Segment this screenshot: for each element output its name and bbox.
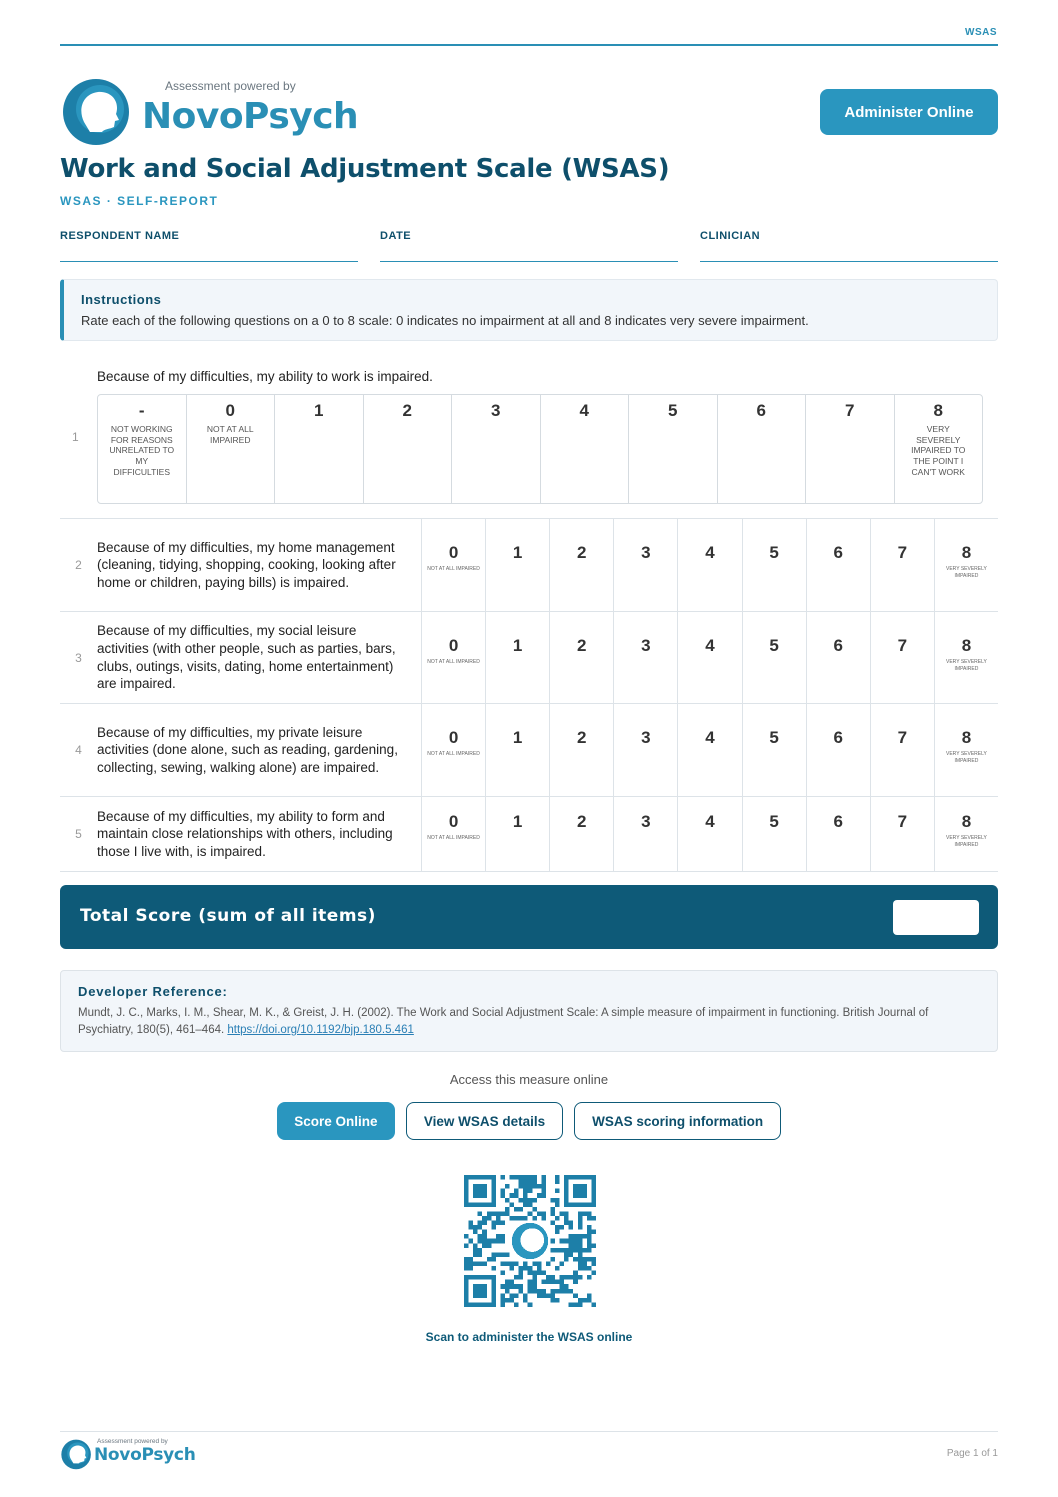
option-value: 5 <box>769 812 779 831</box>
header-rule <box>60 44 998 46</box>
item-question-text: Because of my difficulties, my home management (cleaning, tidying, shopping, cooking, looking after home or children, paying bills) is impaired. <box>97 539 396 590</box>
instructions-heading: Instructions <box>81 292 162 307</box>
option-value: 1 <box>314 401 324 420</box>
item-1-option[interactable] <box>187 395 276 503</box>
option-value: 1 <box>512 543 523 562</box>
item-1-option[interactable] <box>806 395 895 503</box>
option-anchor: VERY SEVERELY IMPAIRED TO THE POINT I CAN'T WORK <box>911 424 966 477</box>
footer-powered-text: Assessment powered by <box>97 1438 168 1445</box>
option-anchor: NOT WORKING FOR REASONS UNRELATED TO MY DIFFICULTIES <box>109 424 175 477</box>
instructions-text: Rate each of the following questions on a 0 to 8 scale: 0 indicates no impairment at all and 8 indicates very severe impairment. <box>81 313 809 328</box>
option-value: 4 <box>705 728 715 747</box>
date-label: DATE <box>380 230 412 242</box>
item-1-option[interactable] <box>452 395 541 503</box>
rating-option[interactable] <box>870 797 934 871</box>
option-value: 5 <box>769 636 779 655</box>
option-value: 3 <box>491 401 501 420</box>
page-subtitle: WSAS · SELF-REPORT <box>60 194 219 208</box>
option-value: 6 <box>833 728 843 747</box>
option-anchor: VERY SEVERELY IMPAIRED <box>946 659 987 672</box>
footer-head-logo-icon <box>60 1437 94 1471</box>
rating-option[interactable] <box>613 704 677 796</box>
respondent-name-field[interactable] <box>60 226 358 262</box>
clinician-label: CLINICIAN <box>700 230 761 242</box>
option-value: 0 <box>448 636 459 655</box>
rating-option[interactable] <box>870 519 934 611</box>
rating-option[interactable] <box>934 612 998 703</box>
reference-heading: Developer Reference: <box>78 984 228 999</box>
option-value: 3 <box>641 728 651 747</box>
option-value: 2 <box>577 812 587 831</box>
item-1-number: 1 <box>72 430 79 444</box>
rating-option[interactable] <box>421 519 485 611</box>
option-value: 4 <box>705 812 715 831</box>
rating-option[interactable] <box>421 797 485 871</box>
item-1-option[interactable] <box>629 395 718 503</box>
total-score-bar <box>60 885 998 949</box>
item-number: 5 <box>75 827 82 841</box>
option-value: 6 <box>833 636 843 655</box>
page-number: Page 1 of 1 <box>946 1448 998 1459</box>
option-value: 0 <box>225 401 235 420</box>
rating-option[interactable] <box>485 519 549 611</box>
rating-option[interactable] <box>485 612 549 703</box>
option-value: 6 <box>833 543 843 562</box>
option-value: 7 <box>845 401 855 420</box>
rating-option[interactable] <box>677 519 741 611</box>
option-value: 6 <box>833 812 843 831</box>
option-value: 7 <box>897 728 908 747</box>
access-buttons <box>0 1102 1058 1140</box>
view-details-button[interactable]: View WSAS details <box>406 1102 563 1140</box>
administer-online-button[interactable]: Administer Online <box>820 89 998 135</box>
option-value: 4 <box>705 636 715 655</box>
rating-option[interactable] <box>870 704 934 796</box>
item-1-option[interactable] <box>718 395 807 503</box>
footer-brand-text: NovoPsych <box>94 1445 196 1465</box>
option-anchor: VERY SEVERELY IMPAIRED <box>946 835 987 848</box>
option-anchor: VERY SEVERELY IMPAIRED <box>946 751 987 764</box>
option-anchor: NOT AT ALL IMPAIRED <box>427 751 480 757</box>
item-1-option[interactable] <box>275 395 364 503</box>
rating-option[interactable] <box>549 704 613 796</box>
item-question-text: Because of my difficulties, my ability to form and maintain close relationships with others, including those I live with, is impaired. <box>97 808 393 859</box>
rating-option[interactable] <box>742 519 806 611</box>
access-heading: Access this measure online <box>449 1072 609 1087</box>
reference-text <box>78 1005 980 1038</box>
rating-option[interactable] <box>677 704 741 796</box>
option-value: 8 <box>961 728 972 747</box>
item-question-text: Because of my difficulties, my private leisure activities (done alone, such as reading, gardening, collecting, sewing, walking alone) are impaired. <box>97 724 398 775</box>
option-value: 2 <box>402 401 412 420</box>
item-question <box>97 519 421 611</box>
option-value: 3 <box>641 636 651 655</box>
item-question-text: Because of my difficulties, my social leisure activities (with other people, such as parties, bars, clubs, outings, visits, dating, home entertainment) are impaired. <box>97 623 396 692</box>
rating-option[interactable] <box>806 704 870 796</box>
logo-brand-text: NovoPsych <box>142 96 359 137</box>
item-row <box>60 518 998 611</box>
rating-option[interactable] <box>549 612 613 703</box>
item-1-option[interactable] <box>364 395 453 503</box>
page-title: Work and Social Adjustment Scale (WSAS) <box>60 154 670 184</box>
header-code: WSAS <box>965 27 997 38</box>
option-value: 3 <box>641 812 651 831</box>
qr-code-icon[interactable] <box>464 1175 596 1307</box>
total-score-input[interactable] <box>893 900 979 935</box>
rating-option[interactable] <box>742 797 806 871</box>
date-field[interactable] <box>380 226 678 262</box>
item-row <box>60 611 998 703</box>
option-value: 8 <box>961 812 972 831</box>
score-online-button[interactable]: Score Online <box>277 1102 395 1140</box>
option-value: 1 <box>512 812 523 831</box>
item-1-option[interactable] <box>98 395 187 503</box>
option-value: 7 <box>897 636 908 655</box>
reference-doi-link[interactable]: https://doi.org/10.1192/bjp.180.5.461 <box>227 1023 414 1036</box>
item-question <box>97 797 421 871</box>
rating-option[interactable] <box>870 612 934 703</box>
option-anchor: NOT AT ALL IMPAIRED <box>427 835 480 841</box>
respondent-name-label: RESPONDENT NAME <box>60 230 180 242</box>
rating-option[interactable] <box>613 612 677 703</box>
rating-option[interactable] <box>485 797 549 871</box>
developer-reference-box <box>60 970 998 1052</box>
option-anchor: NOT AT ALL IMPAIRED <box>427 566 480 572</box>
total-score-label: Total Score (sum of all items) <box>80 906 376 926</box>
option-value: 3 <box>641 543 651 562</box>
option-value: 4 <box>579 401 589 420</box>
option-value: 1 <box>512 636 523 655</box>
clinician-field[interactable] <box>700 226 998 262</box>
option-value: 8 <box>933 401 943 420</box>
item-row <box>60 703 998 796</box>
rating-option[interactable] <box>934 519 998 611</box>
option-value: 4 <box>705 543 715 562</box>
rating-option[interactable] <box>677 797 741 871</box>
option-anchor: NOT AT ALL IMPAIRED <box>427 659 480 665</box>
instructions-box <box>60 279 998 341</box>
rating-option[interactable] <box>742 612 806 703</box>
option-value: 6 <box>756 401 766 420</box>
item-number: 2 <box>75 558 82 572</box>
option-value: 8 <box>961 543 972 562</box>
option-value: 7 <box>897 543 908 562</box>
option-value: 0 <box>448 543 459 562</box>
rating-option[interactable] <box>677 612 741 703</box>
item-1-option[interactable] <box>895 395 983 503</box>
option-value: 2 <box>577 728 587 747</box>
option-value: 1 <box>512 728 523 747</box>
rating-option[interactable] <box>549 519 613 611</box>
item-number: 4 <box>75 743 82 757</box>
option-value: 5 <box>769 728 779 747</box>
scan-caption: Scan to administer the WSAS online <box>425 1330 633 1344</box>
item-options <box>421 519 998 611</box>
option-value: 0 <box>448 728 459 747</box>
rating-option[interactable] <box>934 797 998 871</box>
rating-option[interactable] <box>613 519 677 611</box>
rating-option[interactable] <box>806 519 870 611</box>
rating-option[interactable] <box>613 797 677 871</box>
rating-option[interactable] <box>806 612 870 703</box>
option-value: - <box>138 401 145 420</box>
item-options <box>421 797 998 871</box>
option-value: 8 <box>961 636 972 655</box>
item-1-options <box>97 394 983 504</box>
logo-powered-text: Assessment powered by <box>165 79 296 93</box>
item-1-option[interactable] <box>541 395 630 503</box>
item-1-question: Because of my difficulties, my ability to work is impaired. <box>97 369 433 384</box>
items-bottom-rule <box>60 871 998 872</box>
reference-citation: Mundt, J. C., Marks, I. M., Shear, M. K., & Greist, J. H. (2002). The Work and Social Adjustment Scale: A simple measure of impairment in functioning. British Journal of Psychiatry, 180(5), 461–464. <box>78 1007 929 1036</box>
option-value: 0 <box>448 812 459 831</box>
footer-logo <box>60 1437 196 1473</box>
rating-option[interactable] <box>806 797 870 871</box>
item-question <box>97 612 421 703</box>
item-row <box>60 796 998 871</box>
option-anchor: VERY SEVERELY IMPAIRED <box>946 566 987 579</box>
option-value: 7 <box>897 812 908 831</box>
option-value: 2 <box>577 543 587 562</box>
rating-option[interactable] <box>934 704 998 796</box>
option-value: 5 <box>769 543 779 562</box>
rating-option[interactable] <box>421 704 485 796</box>
item-options <box>421 704 998 796</box>
scoring-info-button[interactable]: WSAS scoring information <box>574 1102 781 1140</box>
option-anchor: NOT AT ALL IMPAIRED <box>206 424 254 445</box>
option-value: 2 <box>577 636 587 655</box>
item-options <box>421 612 998 703</box>
head-logo-icon <box>60 74 136 148</box>
rating-option[interactable] <box>742 704 806 796</box>
novopsych-logo <box>60 74 359 148</box>
option-value: 5 <box>668 401 678 420</box>
footer-rule <box>60 1431 998 1432</box>
item-question <box>97 704 421 796</box>
rating-option[interactable] <box>549 797 613 871</box>
rating-option[interactable] <box>421 612 485 703</box>
item-number: 3 <box>75 650 82 665</box>
rating-option[interactable] <box>485 704 549 796</box>
